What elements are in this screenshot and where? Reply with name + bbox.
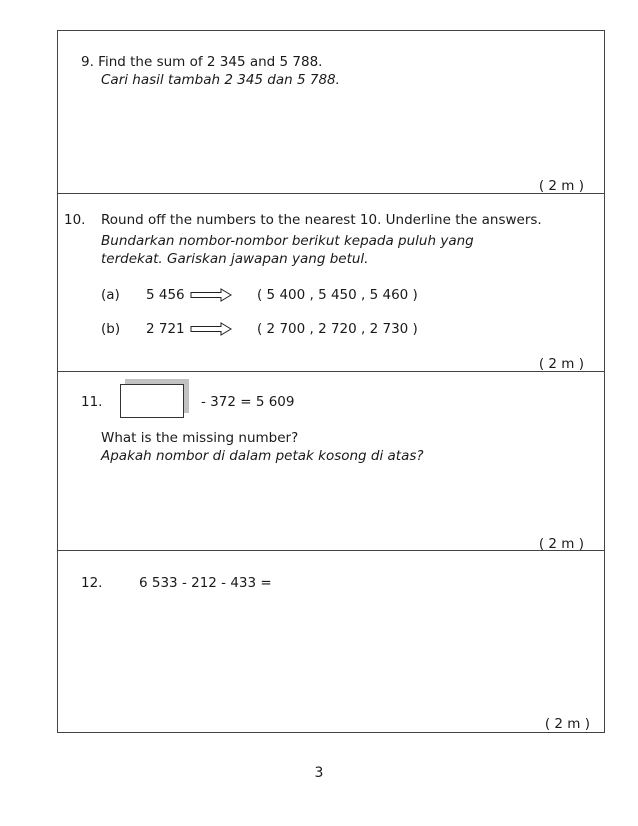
q11-marks: ( 2 m ): [538, 536, 584, 552]
q10-malay-line1: Bundarkan nombor-nombor berikut kepada puluh yang: [101, 233, 474, 249]
q10-english: Round off the numbers to the nearest 10. Underline the answers.: [101, 212, 542, 228]
q11-malay: Apakah nombor di dalam petak kosong di atas?: [101, 448, 424, 464]
q11-english: What is the missing number?: [101, 430, 299, 446]
q12-expression: 6 533 - 212 - 433 =: [139, 575, 272, 591]
row-divider: [58, 550, 604, 551]
q9-malay: Cari hasil tambah 2 345 dan 5 788.: [101, 72, 340, 88]
q9-english: 9. Find the sum of 2 345 and 5 788.: [81, 54, 323, 70]
q10b-value: 2 721: [146, 321, 185, 337]
row-divider: [58, 193, 604, 194]
q10b-choices: ( 2 700 , 2 720 , 2 730 ): [257, 321, 418, 337]
q12-marks: ( 2 m ): [544, 716, 590, 732]
q11-number: 11.: [81, 394, 103, 410]
missing-number-box: [120, 384, 184, 418]
page-number: 3: [314, 765, 324, 781]
arrow-right-icon: [190, 322, 232, 336]
q10b-label: (b): [101, 321, 121, 337]
q10-marks: ( 2 m ): [538, 356, 584, 372]
q10a-value: 5 456: [146, 287, 185, 303]
row-divider: [58, 371, 604, 372]
q11-equation: - 372 = 5 609: [201, 394, 295, 410]
q10-number: 10.: [64, 212, 86, 228]
q10-malay-line2: terdekat. Gariskan jawapan yang betul.: [101, 251, 369, 267]
arrow-right-icon: [190, 288, 232, 302]
q10a-choices: ( 5 400 , 5 450 , 5 460 ): [257, 287, 418, 303]
question-table: [57, 30, 605, 733]
q9-marks: ( 2 m ): [538, 178, 584, 194]
q10a-label: (a): [101, 287, 120, 303]
q12-number: 12.: [81, 575, 103, 591]
